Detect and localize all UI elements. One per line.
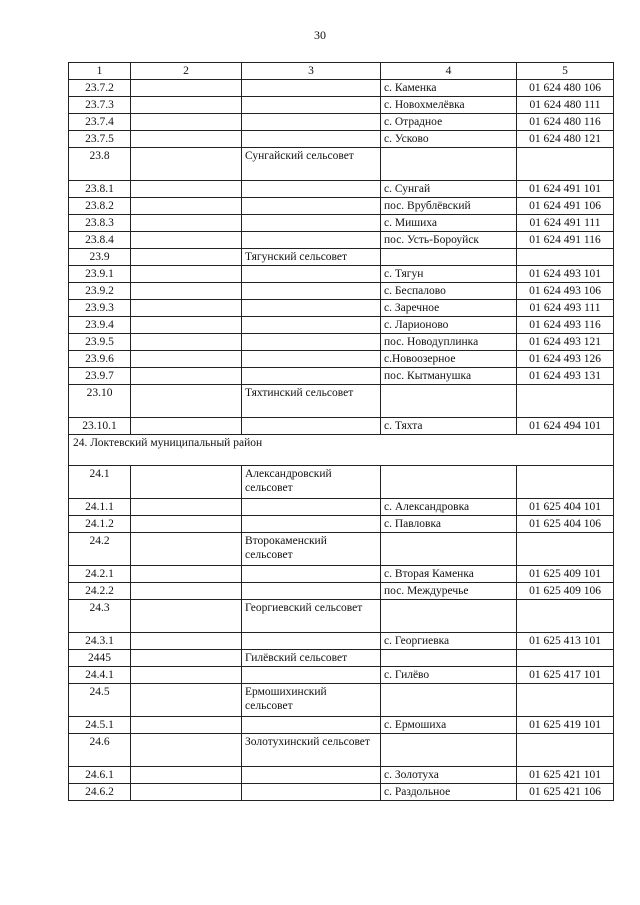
- empty-cell: [131, 385, 242, 418]
- code-cell: 24.2.1: [69, 566, 131, 583]
- council-cell: [242, 232, 381, 249]
- code-cell: 23.9.2: [69, 283, 131, 300]
- header-cell-5: 5: [517, 63, 614, 80]
- settlement-cell: [381, 385, 517, 418]
- code-cell: 23.9.7: [69, 368, 131, 385]
- empty-cell: [131, 600, 242, 633]
- okato-code-cell: 01 624 480 116: [517, 114, 614, 131]
- table-row: [69, 266, 614, 283]
- okato-code-cell: 01 624 493 131: [517, 368, 614, 385]
- okato-code-cell: 01 625 413 101: [517, 633, 614, 650]
- table-row: [69, 80, 614, 97]
- code-cell: 23.8.2: [69, 198, 131, 215]
- empty-cell: [131, 334, 242, 351]
- code-cell: 23.9.6: [69, 351, 131, 368]
- empty-cell: [131, 266, 242, 283]
- council-cell: Тяхтинский сельсовет: [242, 385, 381, 418]
- empty-cell: [131, 633, 242, 650]
- header-cell-1: 1: [69, 63, 131, 80]
- council-cell: Ермошихинский сельсовет: [242, 684, 381, 717]
- okato-code-cell: 01 624 480 111: [517, 97, 614, 114]
- settlement-cell: [381, 533, 517, 566]
- council-cell: [242, 784, 381, 801]
- table-row: [69, 516, 614, 533]
- empty-cell: [131, 351, 242, 368]
- council-cell: [242, 266, 381, 283]
- council-cell: [242, 198, 381, 215]
- code-cell: 23.10: [69, 385, 131, 418]
- table-row: [69, 466, 614, 499]
- header-cell-4: 4: [381, 63, 517, 80]
- empty-cell: [131, 368, 242, 385]
- table-row: [69, 418, 614, 435]
- okato-code-cell: 01 625 409 106: [517, 583, 614, 600]
- okato-code-cell: [517, 734, 614, 767]
- council-cell: [242, 114, 381, 131]
- settlement-cell: с. Золотуха: [381, 767, 517, 784]
- settlement-cell: с. Мишиха: [381, 215, 517, 232]
- okato-code-cell: 01 625 417 101: [517, 667, 614, 684]
- table-row: [69, 385, 614, 418]
- code-cell: 24.6: [69, 734, 131, 767]
- empty-cell: [131, 667, 242, 684]
- code-cell: 23.7.2: [69, 80, 131, 97]
- council-cell: [242, 334, 381, 351]
- table-row: [69, 368, 614, 385]
- code-cell: 24.3.1: [69, 633, 131, 650]
- okato-code-cell: 01 624 493 126: [517, 351, 614, 368]
- council-cell: [242, 499, 381, 516]
- empty-cell: [131, 566, 242, 583]
- okato-code-cell: [517, 650, 614, 667]
- table-row: [69, 283, 614, 300]
- settlement-cell: с. Тягун: [381, 266, 517, 283]
- code-cell: 24.6.1: [69, 767, 131, 784]
- table-row: [69, 181, 614, 198]
- okato-code-cell: [517, 684, 614, 717]
- table-row: [69, 317, 614, 334]
- code-cell: 23.10.1: [69, 418, 131, 435]
- table-row: [69, 633, 614, 650]
- code-cell: 24.1.1: [69, 499, 131, 516]
- code-cell: 23.7.3: [69, 97, 131, 114]
- council-cell: [242, 215, 381, 232]
- table-row: [69, 784, 614, 801]
- table-row: [69, 97, 614, 114]
- settlement-cell: [381, 148, 517, 181]
- empty-cell: [131, 198, 242, 215]
- settlement-cell: [381, 734, 517, 767]
- settlement-cell: [381, 650, 517, 667]
- empty-cell: [131, 784, 242, 801]
- empty-cell: [131, 131, 242, 148]
- council-cell: Тягунский сельсовет: [242, 249, 381, 266]
- settlement-cell: с. Ларионово: [381, 317, 517, 334]
- code-cell: 23.9.3: [69, 300, 131, 317]
- empty-cell: [131, 650, 242, 667]
- okato-code-cell: 01 624 491 116: [517, 232, 614, 249]
- settlement-cell: с. Георгиевка: [381, 633, 517, 650]
- okato-code-cell: 01 624 493 101: [517, 266, 614, 283]
- settlement-cell: с. Ермошиха: [381, 717, 517, 734]
- council-cell: [242, 300, 381, 317]
- council-cell: Второкаменский сельсовет: [242, 533, 381, 566]
- empty-cell: [131, 717, 242, 734]
- okato-code-cell: [517, 249, 614, 266]
- empty-cell: [131, 418, 242, 435]
- okato-code-cell: 01 625 419 101: [517, 717, 614, 734]
- settlement-cell: с. Вторая Каменка: [381, 566, 517, 583]
- empty-cell: [131, 97, 242, 114]
- empty-cell: [131, 516, 242, 533]
- okato-code-cell: [517, 385, 614, 418]
- council-cell: [242, 181, 381, 198]
- okato-code-cell: 01 624 480 106: [517, 80, 614, 97]
- okato-code-cell: 01 624 493 121: [517, 334, 614, 351]
- code-cell: 24.5.1: [69, 717, 131, 734]
- code-cell: 24.2: [69, 533, 131, 566]
- header-cell-2: 2: [131, 63, 242, 80]
- council-cell: [242, 767, 381, 784]
- code-cell: 23.7.5: [69, 131, 131, 148]
- table-row: [69, 667, 614, 684]
- settlement-cell: [381, 684, 517, 717]
- settlement-cell: с.Новоозерное: [381, 351, 517, 368]
- okato-code-cell: [517, 600, 614, 633]
- settlement-cell: с. Усково: [381, 131, 517, 148]
- table-row: [69, 131, 614, 148]
- okato-code-cell: 01 624 491 106: [517, 198, 614, 215]
- council-cell: [242, 566, 381, 583]
- council-cell: [242, 418, 381, 435]
- table-row: [69, 300, 614, 317]
- council-cell: Александровский сельсовет: [242, 466, 381, 499]
- code-cell: 23.9.5: [69, 334, 131, 351]
- code-cell: 23.7.4: [69, 114, 131, 131]
- council-cell: Сунгайский сельсовет: [242, 148, 381, 181]
- table-row: [69, 684, 614, 717]
- code-cell: 24.3: [69, 600, 131, 633]
- empty-cell: [131, 300, 242, 317]
- code-cell: 2445: [69, 650, 131, 667]
- settlement-cell: с. Раздольное: [381, 784, 517, 801]
- empty-cell: [131, 249, 242, 266]
- settlement-cell: пос. Усть-Бороуйск: [381, 232, 517, 249]
- okato-code-cell: 01 625 404 106: [517, 516, 614, 533]
- table-row: [69, 232, 614, 249]
- table-row: [69, 566, 614, 583]
- council-cell: [242, 283, 381, 300]
- okato-code-cell: 01 624 493 116: [517, 317, 614, 334]
- council-cell: [242, 667, 381, 684]
- settlement-cell: пос. Новодуплинка: [381, 334, 517, 351]
- okato-code-cell: 01 625 421 106: [517, 784, 614, 801]
- settlement-cell: с. Тяхта: [381, 418, 517, 435]
- empty-cell: [131, 181, 242, 198]
- empty-cell: [131, 734, 242, 767]
- empty-cell: [131, 283, 242, 300]
- council-cell: Золотухинский сельсовет: [242, 734, 381, 767]
- council-cell: Гилёвский сельсовет: [242, 650, 381, 667]
- code-cell: 23.8: [69, 148, 131, 181]
- settlement-cell: пос. Врублёвский: [381, 198, 517, 215]
- table-row: [69, 650, 614, 667]
- code-cell: 24.4.1: [69, 667, 131, 684]
- empty-cell: [131, 767, 242, 784]
- code-cell: 23.9.4: [69, 317, 131, 334]
- council-cell: [242, 131, 381, 148]
- settlement-cell: с. Отрадное: [381, 114, 517, 131]
- empty-cell: [131, 317, 242, 334]
- council-cell: [242, 317, 381, 334]
- code-cell: 23.9.1: [69, 266, 131, 283]
- empty-cell: [131, 499, 242, 516]
- table-body: [69, 63, 614, 801]
- empty-cell: [131, 215, 242, 232]
- council-cell: Георгиевский сельсовет: [242, 600, 381, 633]
- council-cell: [242, 351, 381, 368]
- code-cell: 24.1.2: [69, 516, 131, 533]
- code-cell: 23.9: [69, 249, 131, 266]
- table-row: [69, 499, 614, 516]
- region-row: [69, 435, 614, 466]
- table-row: [69, 767, 614, 784]
- settlement-cell: с. Заречное: [381, 300, 517, 317]
- code-cell: 24.5: [69, 684, 131, 717]
- council-cell: [242, 583, 381, 600]
- settlement-cell: с. Сунгай: [381, 181, 517, 198]
- table-row: [69, 717, 614, 734]
- okato-code-cell: 01 624 493 106: [517, 283, 614, 300]
- settlement-cell: [381, 466, 517, 499]
- code-cell: 23.8.1: [69, 181, 131, 198]
- empty-cell: [131, 232, 242, 249]
- region-title: 24. Локтевский муниципальный район: [69, 435, 614, 466]
- okato-code-cell: 01 625 404 101: [517, 499, 614, 516]
- settlement-cell: [381, 600, 517, 633]
- table-row: [69, 334, 614, 351]
- okato-code-cell: 01 624 491 111: [517, 215, 614, 232]
- okato-code-cell: 01 625 409 101: [517, 566, 614, 583]
- okato-code-cell: 01 625 421 101: [517, 767, 614, 784]
- settlement-cell: с. Беспалово: [381, 283, 517, 300]
- empty-cell: [131, 114, 242, 131]
- okato-code-cell: [517, 148, 614, 181]
- council-cell: [242, 368, 381, 385]
- empty-cell: [131, 583, 242, 600]
- settlement-cell: [381, 249, 517, 266]
- code-cell: 23.8.3: [69, 215, 131, 232]
- okato-code-cell: [517, 466, 614, 499]
- table-row: [69, 198, 614, 215]
- table-row: [69, 148, 614, 181]
- council-cell: [242, 633, 381, 650]
- table-row: [69, 249, 614, 266]
- council-cell: [242, 97, 381, 114]
- settlement-cell: с. Александровка: [381, 499, 517, 516]
- okato-code-cell: 01 624 494 101: [517, 418, 614, 435]
- settlement-cell: пос. Кытманушка: [381, 368, 517, 385]
- council-cell: [242, 80, 381, 97]
- settlement-cell: с. Гилёво: [381, 667, 517, 684]
- table-row: [69, 600, 614, 633]
- empty-cell: [131, 684, 242, 717]
- settlement-cell: с. Павловка: [381, 516, 517, 533]
- empty-cell: [131, 80, 242, 97]
- table-row: [69, 215, 614, 232]
- settlement-cell: с. Новохмелёвка: [381, 97, 517, 114]
- code-cell: 24.6.2: [69, 784, 131, 801]
- code-cell: 24.1: [69, 466, 131, 499]
- header-row: [69, 63, 614, 80]
- page-number: 30: [314, 28, 326, 42]
- okato-code-cell: 01 624 493 111: [517, 300, 614, 317]
- code-cell: 23.8.4: [69, 232, 131, 249]
- okato-code-cell: 01 624 491 101: [517, 181, 614, 198]
- table-row: [69, 583, 614, 600]
- okato-code-cell: 01 624 480 121: [517, 131, 614, 148]
- table-row: [69, 351, 614, 368]
- code-cell: 24.2.2: [69, 583, 131, 600]
- settlement-cell: с. Каменка: [381, 80, 517, 97]
- council-cell: [242, 717, 381, 734]
- settlements-table: [68, 62, 614, 801]
- council-cell: [242, 516, 381, 533]
- empty-cell: [131, 148, 242, 181]
- okato-code-cell: [517, 533, 614, 566]
- settlement-cell: пос. Междуречье: [381, 583, 517, 600]
- table-row: [69, 114, 614, 131]
- header-cell-3: 3: [242, 63, 381, 80]
- table-row: [69, 533, 614, 566]
- empty-cell: [131, 466, 242, 499]
- table-row: [69, 734, 614, 767]
- empty-cell: [131, 533, 242, 566]
